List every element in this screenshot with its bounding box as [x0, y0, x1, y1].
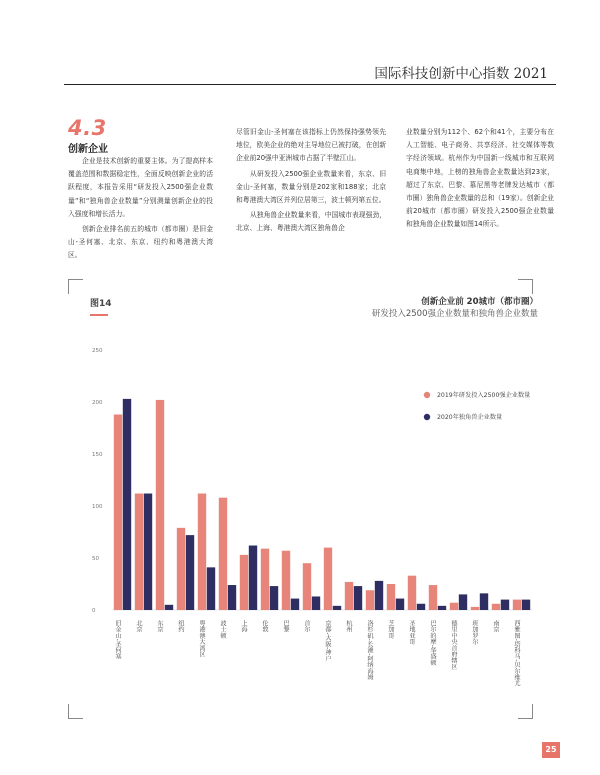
- bar-unicorn: [207, 567, 215, 610]
- legend-marker: [424, 392, 430, 398]
- x-tick-label: 洛杉矶-长滩-阿纳海姆: [366, 620, 373, 681]
- bar-unicorn: [249, 546, 257, 610]
- y-tick-label: 150: [92, 452, 103, 458]
- bar-unicorn: [144, 494, 152, 610]
- x-tick-label: 北京: [135, 620, 142, 633]
- section-number: 4.3: [68, 116, 107, 140]
- bar-unicorn: [438, 606, 446, 610]
- bar-rd2500: [345, 582, 353, 610]
- bar-rd2500: [177, 528, 185, 610]
- bar-rd2500: [156, 400, 164, 610]
- bar-rd2500: [366, 590, 374, 610]
- bar-unicorn: [417, 604, 425, 610]
- x-tick-label: 班加罗尔: [471, 620, 478, 645]
- x-tick-label: 上海: [240, 620, 247, 633]
- bar-unicorn: [186, 535, 194, 610]
- bar-rd2500: [324, 548, 332, 610]
- bar-rd2500: [282, 551, 290, 610]
- legend-label: 2019年研发投入2500强企业数量: [437, 392, 531, 400]
- x-tick-label: 粤港澳大湾区: [198, 620, 205, 658]
- legend-label: 2020年独角兽企业数量: [437, 414, 503, 422]
- figure-subtitle: 研发投入2500强企业数量和独角兽企业数量: [371, 309, 538, 319]
- x-tick-label: 芝加哥: [387, 620, 394, 639]
- bar-rd2500: [513, 600, 521, 610]
- bar-rd2500: [429, 585, 437, 610]
- bar-rd2500: [303, 563, 311, 610]
- bar-unicorn: [375, 581, 383, 610]
- bar-rd2500: [492, 604, 500, 610]
- figure-title: 创新企业前 20城市（都市圈）: [421, 297, 538, 307]
- x-tick-label: 杭州: [345, 620, 352, 633]
- bar-unicorn: [291, 599, 299, 610]
- bar-unicorn: [123, 399, 131, 610]
- paragraph: 企业是技术创新的重要主体。为了提高样本覆盖范围和数据稳定性，全面反映创新企业的活跃程度，本报告采用“研发投入2500强企业数量”和“独角兽企业数量”分别测量创新企业的投入强度和增长活力。: [68, 157, 213, 218]
- bar-unicorn: [501, 600, 509, 610]
- running-header-title: 国际科技创新中心指数 2021: [374, 66, 548, 82]
- bar-unicorn: [270, 586, 278, 610]
- bar-rd2500: [198, 494, 206, 610]
- paragraph: 业数量分别为112个、62个和41个，主要分布在人工智能、电子商务、共享经济、社交媒体等数字经济领域。杭州作为中国新一线城市和互联网电商集中地，上榜的独角兽企业数量达到23家，超过了东京、巴黎、慕尼黑等老牌发达城市（都市圈）独角兽企业数量的总和（19家）。创新企业前20城市（都市圈）研发投入2500强企业数量和独角兽企业数量如图14所示。: [406, 128, 554, 229]
- paragraph: 尽管旧金山-圣何塞在该指标上仍然保持强势领先地位，欧美企业的绝对主导地位已被打破，在创新企业前20强中亚洲城市占据了半壁江山。: [236, 128, 386, 163]
- bar-unicorn: [522, 600, 530, 610]
- x-tick-label: 东京: [156, 620, 163, 633]
- x-tick-label: 旧金山-圣何塞: [114, 620, 121, 660]
- bar-rd2500: [219, 498, 227, 610]
- bar-rd2500: [450, 603, 458, 610]
- bar-unicorn: [354, 586, 362, 610]
- y-tick-label: 0: [92, 608, 96, 614]
- x-tick-label: 巴尔的摩-华盛顿: [429, 620, 436, 666]
- x-tick-label: 西雅图-塔科马-贝尔维尤: [513, 620, 520, 687]
- bar-rd2500: [135, 494, 143, 610]
- bar-rd2500: [114, 414, 122, 610]
- y-tick-label: 50: [92, 556, 99, 562]
- bar-unicorn: [312, 596, 320, 610]
- bar-rd2500: [471, 607, 479, 610]
- bar-rd2500: [408, 576, 416, 610]
- x-tick-label: 德里中央首府辖区: [450, 620, 457, 670]
- x-tick-label: 巴黎: [282, 620, 289, 633]
- x-tick-label: 圣地亚哥: [408, 620, 415, 645]
- bar-unicorn: [459, 594, 467, 610]
- paragraph: 从独角兽企业数量来看，中国城市表现强劲，北京、上海、粤港澳大湾区独角兽企: [236, 211, 386, 233]
- x-tick-label: 首尔: [303, 620, 310, 633]
- bar-rd2500: [240, 555, 248, 610]
- x-tick-label: 南京: [492, 620, 499, 633]
- bar-unicorn: [228, 585, 236, 610]
- x-tick-label: 波士顿: [219, 620, 226, 639]
- page-number: 25: [542, 742, 560, 758]
- legend-marker: [424, 414, 430, 420]
- x-tick-label: 纽约: [177, 620, 184, 633]
- bar-unicorn: [480, 593, 488, 610]
- x-tick-label: 京都-大阪-神户: [324, 620, 331, 662]
- y-tick-label: 200: [92, 400, 103, 406]
- bar-unicorn: [333, 606, 341, 610]
- bar-unicorn: [396, 599, 404, 610]
- y-tick-label: 100: [92, 504, 103, 510]
- paragraph: 从研发投入2500强企业数量来看，东京、旧金山-圣何塞，数量分别是202家和188家；北京和粤港澳大湾区并列位居第三，波士顿列第五位。: [236, 169, 386, 205]
- bar-unicorn: [165, 605, 173, 610]
- section-title: 创新企业: [68, 144, 108, 155]
- x-tick-label: 伦敦: [261, 620, 268, 633]
- bar-rd2500: [261, 549, 269, 610]
- y-tick-label: 250: [92, 348, 103, 354]
- bar-rd2500: [387, 584, 395, 610]
- paragraph: 创新企业排名前五的城市（都市圈）是旧金山-圣何塞、北京、东京、纽约和粤港澳大湾区。: [68, 225, 213, 260]
- figure-label: 图14: [90, 299, 112, 309]
